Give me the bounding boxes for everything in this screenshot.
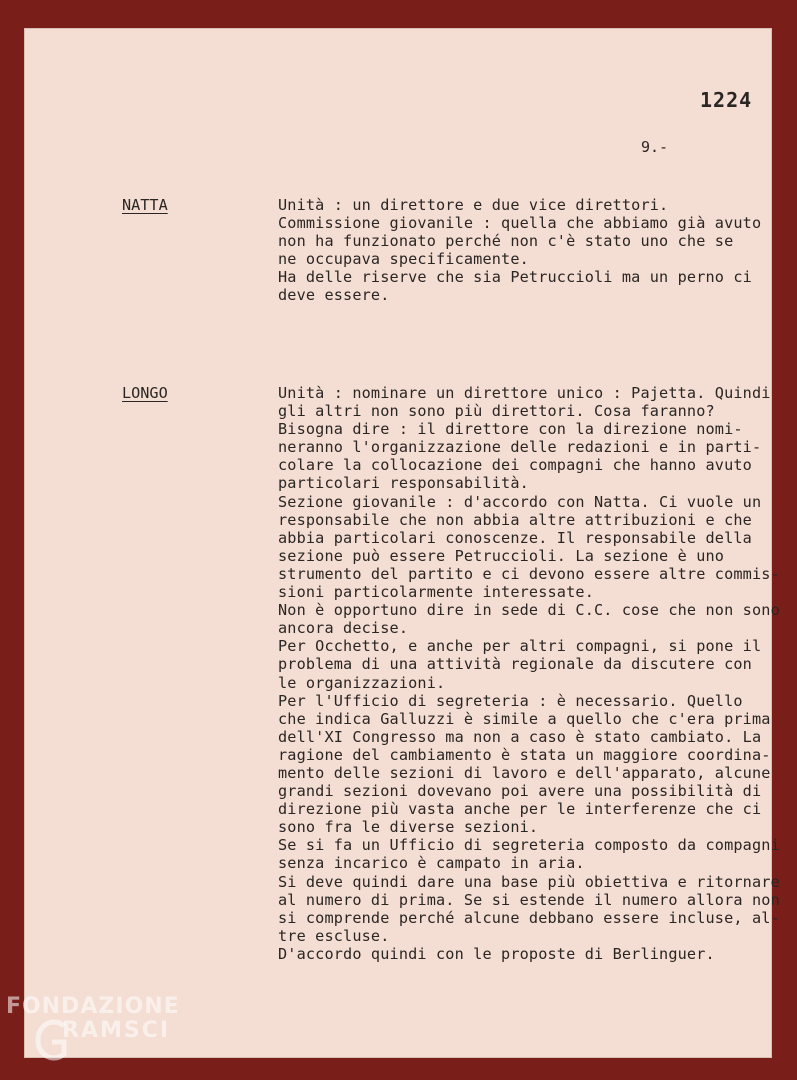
sheet-number: 9.- bbox=[641, 138, 669, 156]
text-line: direzione più vasta anche per le interferenze che ci bbox=[278, 800, 762, 819]
text-line: Per Occhetto, e anche per altri compagni, si pone il bbox=[278, 637, 762, 656]
text-line: problema di una attività regionale da discutere con bbox=[278, 655, 752, 674]
text-line: Ha delle riserve che sia Petruccioli ma un perno ci bbox=[278, 268, 752, 287]
text-line: particolari responsabilità. bbox=[278, 474, 529, 493]
text-line: che indica Galluzzi è simile a quello che c'era prima bbox=[278, 709, 771, 728]
text-line: responsabile che non abbia altre attribuzioni e che bbox=[278, 510, 752, 529]
text-line: al numero di prima. Se si estende il numero allora non bbox=[278, 890, 780, 909]
text-line: sezione può essere Petruccioli. La sezione è uno bbox=[278, 546, 725, 565]
text-line: abbia particolari conoscenze. Il responsabile della bbox=[278, 528, 752, 547]
text-line: gli altri non sono più direttori. Cosa faranno? bbox=[278, 402, 715, 421]
document-page bbox=[24, 28, 780, 1058]
text-line: Bisogna dire : il direttore con la direzione nomi- bbox=[278, 420, 743, 439]
natta-paragraph bbox=[278, 196, 788, 305]
text-line: si comprende perché alcune debbano essere incluse, al- bbox=[278, 908, 780, 927]
text-line: ragione del cambiamento è stata un maggiore coordina- bbox=[278, 745, 771, 764]
text-line: dell'XI Congresso ma non a caso è stato cambiato. La bbox=[278, 727, 762, 746]
text-line: senza incarico è campato in aria. bbox=[278, 854, 585, 873]
text-line: D'accordo quindi con le proposte di Berlinguer. bbox=[278, 944, 715, 963]
text-line: Unità : un direttore e due vice direttori. bbox=[278, 196, 669, 214]
text-line: Per l'Ufficio di segreteria : è necessario. Quello bbox=[278, 691, 743, 710]
text-line: colare la collocazione dei compagni che hanno avuto bbox=[278, 456, 752, 475]
text-line: sono fra le diverse sezioni. bbox=[278, 818, 539, 837]
text-line: Non è opportuno dire in sede di C.C. cose che non sono bbox=[278, 601, 780, 620]
speaker-longo: LONGO bbox=[122, 384, 168, 402]
text-line: deve essere. bbox=[278, 286, 390, 305]
watermark-line-1: FONDAZIONE bbox=[6, 994, 180, 1019]
text-line: neranno l'organizzazione delle redazioni e in parti- bbox=[278, 438, 762, 457]
text-line: tre escluse. bbox=[278, 926, 390, 945]
fondazione-gramsci-watermark bbox=[6, 992, 206, 1072]
longo-paragraph bbox=[278, 384, 788, 963]
text-line: Unità : nominare un direttore unico : Pajetta. Quindi bbox=[278, 384, 771, 402]
speaker-natta: NATTA bbox=[122, 196, 168, 214]
text-line: non ha funzionato perché non c'è stato uno che se bbox=[278, 232, 734, 251]
text-line: le organizzazioni. bbox=[278, 673, 446, 692]
text-line: grandi sezioni dovevano poi avere una possibilità di bbox=[278, 782, 762, 801]
text-line: Si deve quindi dare una base più obiettiva e ritornare bbox=[278, 872, 780, 891]
text-line: Commissione giovanile : quella che abbiamo già avuto bbox=[278, 214, 762, 233]
text-line: strumento del partito e ci devono essere altre commis- bbox=[278, 564, 780, 583]
text-line: Sezione giovanile : d'accordo con Natta. Ci vuole un bbox=[278, 492, 762, 511]
watermark-line-2: RAMSCI bbox=[62, 1018, 171, 1043]
text-line: mento delle sezioni di lavoro e dell'apparato, alcune bbox=[278, 763, 771, 782]
bleed-through bbox=[686, 86, 698, 104]
text-line: Se si fa un Ufficio di segreteria composto da compagni bbox=[278, 836, 780, 855]
text-line: sioni particolarmente interessate. bbox=[278, 583, 594, 602]
text-line: ancora decise. bbox=[278, 619, 409, 638]
page-number: 1224 bbox=[700, 88, 753, 112]
text-line: ne occupava specificamente. bbox=[278, 250, 529, 269]
